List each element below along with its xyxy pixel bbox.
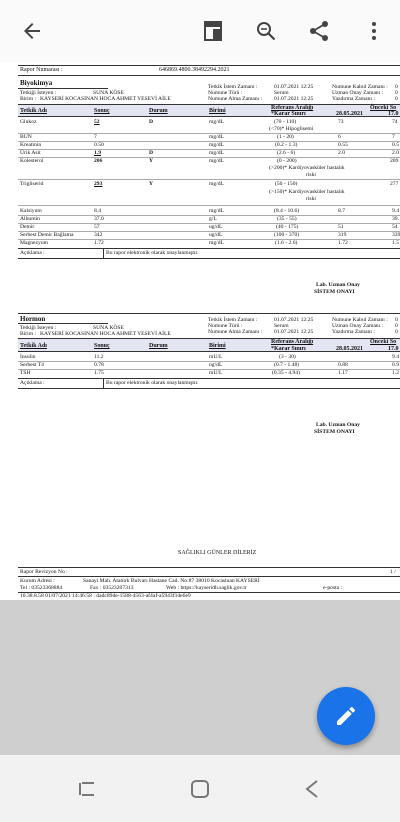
search-icon xyxy=(254,19,278,43)
col-test-name: Tetkik Adı xyxy=(20,108,47,114)
search-button[interactable] xyxy=(246,11,286,51)
accept-time: 0 xyxy=(395,84,398,90)
table-row: Albumin 37.0 g/L (35 - 55) 39. xyxy=(20,216,399,222)
sample-type-label: Numune Türü : xyxy=(208,90,243,96)
arrow-back-icon xyxy=(20,19,44,43)
accept-time-label: Numune Kabul Zamanı : xyxy=(332,84,388,90)
table-row: TSH 1.75 mU/L (0.35 - 4.94) 1.17 1.2 xyxy=(20,370,399,376)
approval-line-2: SİSTEM ONAYI xyxy=(314,289,355,295)
col-unit: Birimi xyxy=(209,108,226,114)
page-layout-button[interactable] xyxy=(193,11,233,51)
accept-time-label: Numune Kabul Zamanı : xyxy=(332,317,388,323)
recents-icon xyxy=(77,779,99,799)
section-title-hormone: Hormon xyxy=(20,315,46,323)
approve-time-label: Uzman Onay Zamanı : xyxy=(332,90,384,96)
home-icon xyxy=(189,778,211,800)
requester-label: Tetkiği İsteyen : xyxy=(20,325,57,331)
page-number: 1 / xyxy=(390,569,396,575)
share-button[interactable] xyxy=(299,11,339,51)
recents-button[interactable] xyxy=(68,769,108,809)
sample-time: 01.07.2021 12:25 xyxy=(274,96,314,102)
table-row: Serbest Demir Bağlama 342 ug/dL (100 - 370) 319 339 xyxy=(20,232,400,238)
unit-label: Birim : xyxy=(20,96,37,102)
approve-time: 0 xyxy=(395,90,398,96)
request-time: 01.07.2021 12:25 xyxy=(274,84,314,90)
sample-time-label: Numune Alma Zamanı : xyxy=(208,96,263,102)
more-vert-icon xyxy=(371,20,377,42)
website: Web : https://kayseridh.saglik.gov.tr xyxy=(166,585,247,591)
accept-time: 0 xyxy=(395,317,398,323)
table-row: Magnezyum 1.72 mg/dL (1.6 - 2.6) 1.72 1.5 xyxy=(20,240,399,246)
request-time: 01.07.2021 12:25 xyxy=(274,317,314,323)
table-row: Ürik Asit 1.9 D mg/dL (2.6 - 6) 2.0 2.0 xyxy=(20,150,399,156)
approve-time: 0 xyxy=(395,323,398,329)
app-bar xyxy=(0,0,400,62)
unit-label: Birim : xyxy=(20,331,37,337)
request-time-label: Tetkik İstem Zamanı : xyxy=(208,84,258,90)
table-row: Glukoz 52 D mg/dL (70 - 110) (<70)* Hipoglisemi 73 74 xyxy=(20,119,398,132)
col-previous: Önceki So xyxy=(370,339,397,345)
closing-message: SAĞLIKLI GÜNLER DİLERİZ xyxy=(178,550,257,556)
approval-line-1: Lab. Uzman Onay xyxy=(316,422,360,428)
lab-report xyxy=(18,62,400,600)
table-row: İnsulin 11.2 mU/L (3 - 30) 9.4 xyxy=(20,354,399,360)
note-text: Bu rapor elektronik olarak onaylanmıştır. xyxy=(106,380,199,386)
approve-time-label: Uzman Onay Zamanı : xyxy=(332,323,384,329)
col-result: Sonuç xyxy=(94,108,110,114)
sample-type: Serum xyxy=(274,90,289,96)
col-test-name: Tetkik Adı xyxy=(20,343,47,349)
edit-fab-button[interactable] xyxy=(317,687,375,745)
address-label: Kurum Adresi : xyxy=(20,578,55,584)
sample-type-label: Numune Türü : xyxy=(208,323,243,329)
print-stamp: 10.38.8.58 01/07/2021 14:46:58 : dadc89de-1588-4563-af4af-a5943f1de6e9 xyxy=(20,593,191,599)
more-options-button[interactable] xyxy=(354,11,394,51)
home-button[interactable] xyxy=(180,769,220,809)
report-number: 646869.4800.38492294.2021 xyxy=(159,67,230,73)
revision-label: Rapor Revizyon No : xyxy=(20,569,68,575)
col-previous-date-1: 28.05.2021 xyxy=(336,111,363,117)
table-row: Kreatinin 0.50 mg/dL (0.2 - 1.3) 0.55 0.5 xyxy=(20,142,399,148)
sample-time-label: Numune Alma Zamanı : xyxy=(208,329,263,335)
print-time: 0 xyxy=(395,96,398,102)
col-previous-date-2: 17.0 xyxy=(388,111,399,117)
table-row: BUN 7 mg/dL (1 - 20) 6 7 xyxy=(20,134,395,140)
sample-type: Serum xyxy=(274,323,289,329)
sample-time: 01.07.2021 12:25 xyxy=(274,329,314,335)
col-reference: Referans Aralığı xyxy=(271,339,314,345)
system-back-button[interactable] xyxy=(292,769,332,809)
table-row: Kalsiyum 8.4 mg/dL (8.4 - 10.6) 8.7 9.4 xyxy=(20,208,399,214)
document-viewer[interactable] xyxy=(0,62,400,755)
unit-name: KAYSERİ KOCASINAN HOCA AHMET YESEVİ AİLE xyxy=(40,331,171,337)
col-status: Durum xyxy=(149,108,168,114)
col-unit: Birimi xyxy=(209,343,226,349)
page-layout-icon xyxy=(202,20,224,42)
back-nav-icon xyxy=(302,779,322,799)
col-reference: Referans Aralığı xyxy=(271,105,314,111)
col-previous-date-2: 17.0 xyxy=(388,346,399,352)
fax: Fax : 03523207313 xyxy=(90,585,134,591)
section-title-bio: Biyokimya xyxy=(20,79,53,87)
table-row: Trigliserid 293 Y mg/dL (50 - 150) (>150)* Kardiyovasküler hastalık riski 277 xyxy=(20,181,399,202)
col-previous-date-1: 28.05.2021 xyxy=(336,346,363,352)
col-status: Durum xyxy=(149,343,168,349)
table-row: Serbest T4 0.78 ng/dL (0.7 - 1.48) 0.88 0.9 xyxy=(20,362,399,368)
address: Sanayi Mah. Atatürk Bulvarı Hastane Cad. No:87 38010 Kocasinan KAYSERİ xyxy=(83,578,260,584)
col-reference-sub: *Karar Sınırı xyxy=(271,346,306,352)
col-previous: Önceki So xyxy=(370,105,397,111)
approval-line-2: SİSTEM ONAYI xyxy=(314,429,355,435)
share-icon xyxy=(308,20,330,42)
requester: SUNA KÖSE xyxy=(93,90,124,96)
note-label: Açıklama : xyxy=(20,250,45,256)
approval-line-1: Lab. Uzman Onay xyxy=(316,282,360,288)
pdf-page xyxy=(0,62,400,600)
table-row: Demir 57 ug/dL (40 - 175) 51 54 xyxy=(20,224,398,230)
system-nav-bar xyxy=(0,755,400,822)
print-time-label: Yazdırma Zamanı : xyxy=(332,96,375,102)
requester: SUNA KÖSE xyxy=(93,325,124,331)
back-button[interactable] xyxy=(12,11,52,51)
request-time-label: Tetkik İstem Zamanı : xyxy=(208,317,258,323)
phone: Tel : 03523368884 xyxy=(20,585,63,591)
email-label: e-posta : xyxy=(323,585,343,591)
table-row: Kolesterol 206 Y mg/dL (0 - 200) (>200)* Kardiyovasküler hastalık riski 209 xyxy=(20,158,399,178)
note-label: Açıklama : xyxy=(20,380,45,386)
note-text: Bu rapor elektronik olarak onaylanmıştır. xyxy=(106,250,199,256)
unit-name: KAYSERİ KOCASINAN HOCA AHMET YESEVİ AİLE xyxy=(40,96,171,102)
pencil-icon xyxy=(334,704,358,728)
requester-label: Tetkiği İsteyen : xyxy=(20,90,57,96)
col-result: Sonuç xyxy=(94,343,110,349)
col-reference-sub: *Karar Sınırı xyxy=(271,111,306,117)
print-time: 0 xyxy=(395,329,398,335)
print-time-label: Yazdırma Zamanı : xyxy=(332,329,375,335)
report-number-label: Rapor Numarası : xyxy=(20,67,63,73)
